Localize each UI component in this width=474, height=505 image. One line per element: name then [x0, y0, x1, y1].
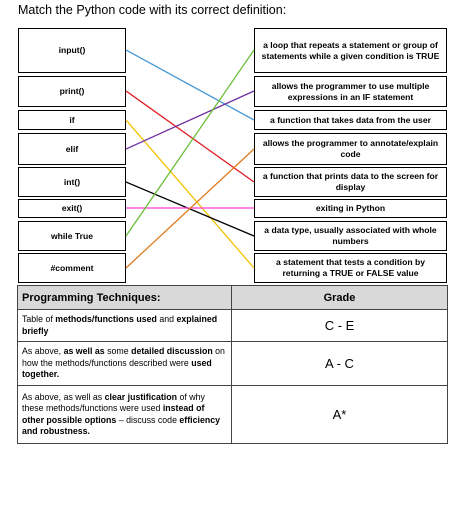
- technique-description: As above, as well as some detailed discussion on how the methods/functions described were used together.: [18, 342, 232, 386]
- technique-description: As above, as well as clear justification of why these methods/functions were used instead of other possible options – discuss code efficiency and robustness.: [18, 386, 232, 444]
- code-item-label: #comment: [50, 262, 94, 273]
- definition-text: allows the programmer to annotate/explain code: [262, 138, 439, 159]
- definition-text: allows the programmer to use multiple expressions in an IF statement: [271, 80, 430, 102]
- code-item-label: elif: [65, 143, 79, 154]
- table-row: [18, 342, 448, 386]
- definition-text: a function that takes data from the user: [270, 114, 431, 125]
- definition-text: a statement that tests a condition by returning a TRUE or FALSE value: [276, 257, 425, 278]
- definition-text: a data type, usually associated with whole numbers: [264, 225, 437, 246]
- grade-table-header: [18, 286, 448, 310]
- code-item-label: exit(): [61, 203, 83, 214]
- technique-description: Table of methods/functions used and explained briefly: [18, 310, 232, 342]
- definition-text: a loop that repeats a statement or group of statements while a given condition is TRUE: [261, 39, 440, 61]
- grade-header: Grade: [232, 286, 448, 310]
- code-item-label: if: [69, 114, 75, 125]
- code-item-label: print(): [59, 86, 85, 97]
- page-title: Match the Python code with its correct definition:: [18, 3, 287, 17]
- grade-value: C - E: [232, 310, 448, 342]
- match-line-3: [126, 91, 254, 149]
- table-row: [18, 386, 448, 444]
- code-item-label: while True: [50, 230, 94, 241]
- match-line-1: [126, 91, 254, 182]
- grade-table: [17, 285, 448, 444]
- techniques-header: Programming Techniques:: [18, 286, 232, 310]
- definition-text: exiting in Python: [315, 203, 386, 214]
- code-item-label: input(): [58, 45, 86, 56]
- grade-value: A*: [232, 386, 448, 444]
- definition-text: a function that prints data to the screen for display: [262, 171, 439, 192]
- grade-value: A - C: [232, 342, 448, 386]
- table-row: [18, 310, 448, 342]
- match-line-0: [126, 50, 254, 120]
- code-item-label: int(): [63, 176, 81, 187]
